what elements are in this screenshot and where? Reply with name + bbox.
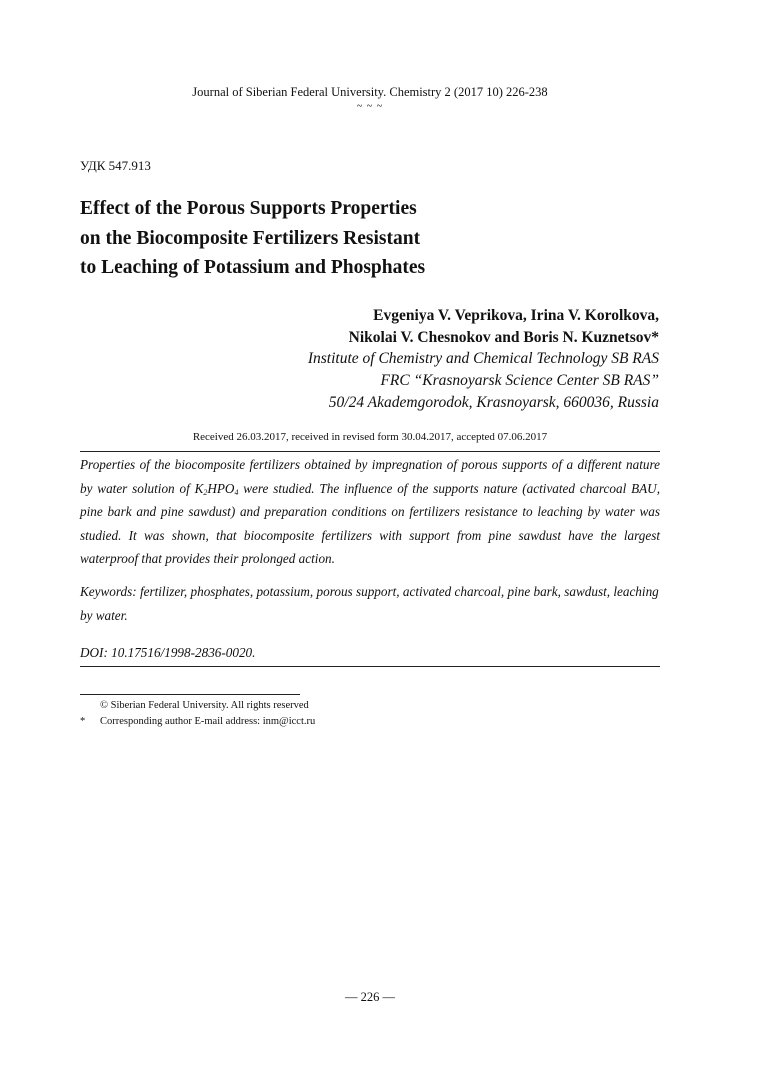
udk-code: УДК 547.913 [80, 158, 151, 173]
abstract-top-rule [80, 451, 660, 452]
abstract-subscript-2: 4 [234, 487, 239, 497]
journal-header: Journal of Siberian Federal University. Chemistry 2 (2017 10) 226-238 [192, 85, 548, 99]
copyright-text: © Siberian Federal University. All rights reserved [100, 700, 309, 711]
paper-title [80, 194, 425, 283]
asterisk-mark: * [80, 716, 86, 727]
header-ornament: ~ ~ ~ [356, 101, 384, 112]
page-number: — 226 — [345, 990, 395, 1004]
authors-line-1: Evgeniya V. Veprikova, Irina V. Korolkova, [373, 307, 659, 324]
authors-line-2: Nikolai V. Chesnokov and Boris N. Kuznetsov* [348, 329, 659, 346]
footnote-corresponding [80, 714, 315, 730]
title-line-2: on the Biocomposite Fertilizers Resistant [80, 227, 421, 249]
affiliation-line-2: FRC “Krasnoyarsk Science Center SB RAS” [380, 372, 659, 389]
title-line-3: to Leaching of Potassium and Phosphates [80, 257, 426, 278]
affiliation-line-1: Institute of Chemistry and Chemical Technology SB RAS [307, 350, 659, 367]
abstract-part-2: HPO [207, 480, 235, 496]
title-line-1: Effect of the Porous Supports Properties [80, 198, 417, 219]
affiliation-line-3: 50/24 Akademgorodok, Krasnoyarsk, 660036, Russia [328, 394, 659, 411]
abstract-text [80, 453, 660, 571]
abstract-part-3: were studied. The influence of the supports nature (activated charcoal BAU, pine bark and pine sawdust) and preparation conditions on fertilizers resistance to leaching by water was studied. It was shown, that biocomposite fertilizers with support from pine sawdust have the largest waterproof that provides their prolonged action. [80, 480, 660, 566]
footnote-copyright [80, 698, 315, 714]
footnote-rule [80, 694, 300, 695]
footnotes [80, 698, 315, 730]
corresponding-author-text: Corresponding author E-mail address: inm@icct.ru [100, 716, 316, 727]
received-dates: Received 26.03.2017, received in revised form 30.04.2017, accepted 07.06.2017 [192, 431, 548, 443]
abstract [80, 453, 660, 571]
keywords: Keywords: fertilizer, phosphates, potassium, porous support, activated charcoal, pine bark, sawdust, leaching by water. [80, 584, 659, 623]
affiliation [308, 348, 659, 414]
abstract-part-1: Properties of the biocomposite fertilizers obtained by impregnation of porous supports of a different nature by water solution of K [80, 457, 660, 496]
abstract-subscript-1: 2 [203, 487, 208, 497]
author-list [349, 305, 659, 349]
abstract-bottom-rule [80, 666, 660, 667]
doi: DOI: 10.17516/1998-2836-0020. [80, 645, 256, 660]
